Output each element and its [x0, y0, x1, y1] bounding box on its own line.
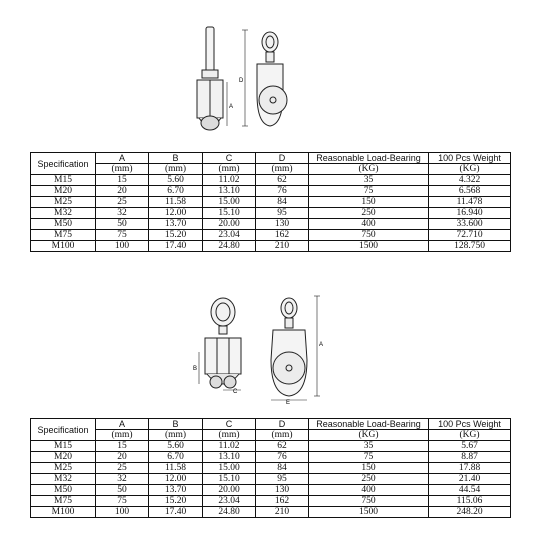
cell-weight: 4.322 [429, 175, 511, 186]
unit-d: (mm) [256, 164, 309, 175]
cell-c: 15.00 [203, 463, 256, 474]
col-header-load: Reasonable Load-Bearing [309, 419, 429, 430]
cell-load: 750 [309, 230, 429, 241]
cell-a: 32 [96, 474, 149, 485]
col-header-b: B [149, 419, 203, 430]
spec-header: Specification [31, 419, 96, 441]
dim-label-b: B [193, 366, 198, 372]
table-row [31, 175, 511, 186]
cell-a: 25 [96, 197, 149, 208]
cell-d: 210 [256, 241, 309, 252]
cell-b: 13.70 [149, 219, 203, 230]
pulley-diagram-top [185, 22, 315, 142]
cell-a: 15 [96, 441, 149, 452]
unit-d: (mm) [256, 430, 309, 441]
cell-spec: M32 [31, 474, 96, 485]
cell-b: 15.20 [149, 230, 203, 241]
unit-weight: (KG) [429, 164, 511, 175]
cell-d: 62 [256, 175, 309, 186]
cell-weight: 44.54 [429, 485, 511, 496]
unit-a: (mm) [96, 430, 149, 441]
cell-load: 750 [309, 496, 429, 507]
cell-d: 76 [256, 452, 309, 463]
cell-b: 12.00 [149, 208, 203, 219]
cell-load: 250 [309, 208, 429, 219]
table-row [31, 507, 511, 518]
cell-d: 162 [256, 230, 309, 241]
table-row [31, 197, 511, 208]
cell-b: 12.00 [149, 474, 203, 485]
cell-a: 75 [96, 230, 149, 241]
cell-weight: 72.710 [429, 230, 511, 241]
cell-load: 1500 [309, 507, 429, 518]
col-header-b: B [149, 153, 203, 164]
cell-a: 100 [96, 241, 149, 252]
cell-load: 400 [309, 485, 429, 496]
cell-b: 11.58 [149, 463, 203, 474]
cell-c: 15.10 [203, 208, 256, 219]
cell-spec: M32 [31, 208, 96, 219]
cell-c: 15.10 [203, 474, 256, 485]
cell-c: 23.04 [203, 496, 256, 507]
col-header-c: C [203, 153, 256, 164]
cell-b: 15.20 [149, 496, 203, 507]
cell-b: 6.70 [149, 186, 203, 197]
cell-c: 15.00 [203, 197, 256, 208]
table-row [31, 441, 511, 452]
col-header-d: D [256, 419, 309, 430]
cell-c: 24.80 [203, 507, 256, 518]
cell-weight: 8.87 [429, 452, 511, 463]
cell-weight: 5.67 [429, 441, 511, 452]
table-row [31, 186, 511, 197]
unit-c: (mm) [203, 164, 256, 175]
table-row [31, 208, 511, 219]
double-pulley-drawing [185, 290, 335, 405]
dim-label-d: D [239, 78, 244, 84]
cell-d: 84 [256, 463, 309, 474]
cell-a: 20 [96, 186, 149, 197]
cell-spec: M25 [31, 197, 96, 208]
cell-spec: M100 [31, 507, 96, 518]
table-row [31, 485, 511, 496]
cell-c: 13.10 [203, 186, 256, 197]
pulley-diagram-bottom [185, 290, 335, 405]
col-header-a: A [96, 153, 149, 164]
col-header-a: A [96, 419, 149, 430]
table-row [31, 463, 511, 474]
cell-b: 11.58 [149, 197, 203, 208]
col-header-d: D [256, 153, 309, 164]
cell-load: 150 [309, 197, 429, 208]
table-row [31, 219, 511, 230]
dim-label-c: C [233, 389, 238, 395]
cell-load: 250 [309, 474, 429, 485]
cell-load: 35 [309, 175, 429, 186]
cell-spec: M100 [31, 241, 96, 252]
cell-weight: 17.88 [429, 463, 511, 474]
unit-load: (KG) [309, 430, 429, 441]
dim-label-a: A [229, 104, 234, 110]
col-header-load: Reasonable Load-Bearing [309, 153, 429, 164]
dim-label-e: E [286, 400, 291, 405]
cell-d: 84 [256, 197, 309, 208]
cell-d: 62 [256, 441, 309, 452]
table-row [31, 474, 511, 485]
cell-a: 25 [96, 463, 149, 474]
cell-a: 100 [96, 507, 149, 518]
spec-table-double [30, 418, 511, 518]
cell-load: 400 [309, 219, 429, 230]
cell-c: 23.04 [203, 230, 256, 241]
col-header-c: C [203, 419, 256, 430]
cell-spec: M15 [31, 175, 96, 186]
cell-b: 17.40 [149, 507, 203, 518]
cell-spec: M25 [31, 463, 96, 474]
cell-weight: 115.06 [429, 496, 511, 507]
table-row [31, 241, 511, 252]
cell-weight: 6.568 [429, 186, 511, 197]
cell-b: 6.70 [149, 452, 203, 463]
cell-b: 5.60 [149, 441, 203, 452]
cell-c: 11.02 [203, 441, 256, 452]
cell-d: 95 [256, 208, 309, 219]
cell-load: 150 [309, 463, 429, 474]
cell-c: 20.00 [203, 485, 256, 496]
cell-b: 13.70 [149, 485, 203, 496]
cell-d: 76 [256, 186, 309, 197]
col-header-weight: 100 Pcs Weight [429, 419, 511, 430]
cell-a: 50 [96, 485, 149, 496]
cell-weight: 21.40 [429, 474, 511, 485]
cell-spec: M20 [31, 186, 96, 197]
unit-a: (mm) [96, 164, 149, 175]
cell-d: 162 [256, 496, 309, 507]
cell-spec: M75 [31, 496, 96, 507]
col-header-weight: 100 Pcs Weight [429, 153, 511, 164]
cell-d: 130 [256, 485, 309, 496]
unit-load: (KG) [309, 164, 429, 175]
cell-a: 15 [96, 175, 149, 186]
cell-d: 95 [256, 474, 309, 485]
unit-weight: (KG) [429, 430, 511, 441]
cell-c: 11.02 [203, 175, 256, 186]
cell-a: 75 [96, 496, 149, 507]
unit-b: (mm) [149, 430, 203, 441]
spec-table-single [30, 152, 511, 252]
cell-c: 24.80 [203, 241, 256, 252]
cell-weight: 11.478 [429, 197, 511, 208]
cell-c: 20.00 [203, 219, 256, 230]
cell-spec: M50 [31, 219, 96, 230]
cell-spec: M15 [31, 441, 96, 452]
single-pulley-drawing [185, 22, 315, 142]
cell-load: 75 [309, 452, 429, 463]
cell-a: 50 [96, 219, 149, 230]
cell-spec: M50 [31, 485, 96, 496]
cell-load: 1500 [309, 241, 429, 252]
cell-a: 32 [96, 208, 149, 219]
table-row [31, 452, 511, 463]
cell-b: 17.40 [149, 241, 203, 252]
cell-weight: 33.600 [429, 219, 511, 230]
cell-d: 210 [256, 507, 309, 518]
cell-weight: 16.940 [429, 208, 511, 219]
cell-spec: M20 [31, 452, 96, 463]
cell-weight: 128.750 [429, 241, 511, 252]
spec-header: Specification [31, 153, 96, 175]
cell-d: 130 [256, 219, 309, 230]
cell-weight: 248.20 [429, 507, 511, 518]
cell-load: 75 [309, 186, 429, 197]
unit-c: (mm) [203, 430, 256, 441]
table-row [31, 230, 511, 241]
table-row [31, 496, 511, 507]
cell-c: 13.10 [203, 452, 256, 463]
cell-load: 35 [309, 441, 429, 452]
cell-a: 20 [96, 452, 149, 463]
cell-spec: M75 [31, 230, 96, 241]
unit-b: (mm) [149, 164, 203, 175]
cell-b: 5.60 [149, 175, 203, 186]
dim-label-a: A [319, 342, 324, 348]
